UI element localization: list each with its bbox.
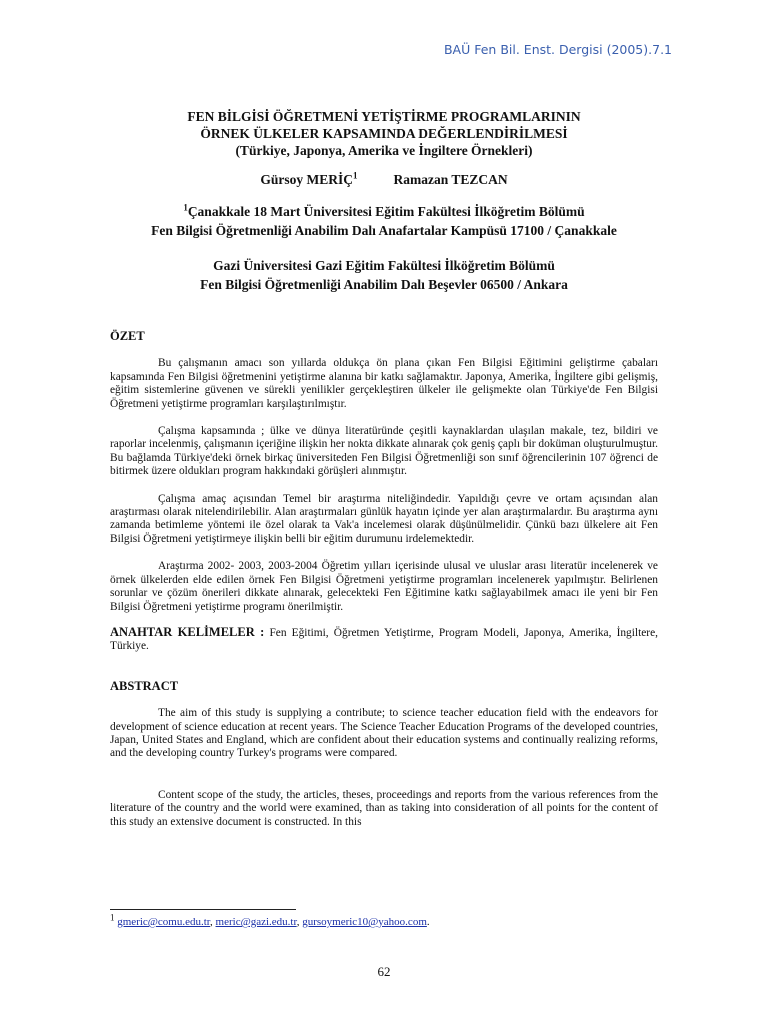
title-block	[0, 108, 768, 294]
affiliation-1-mark: 1	[183, 202, 188, 213]
affiliation-1-line-1: Çanakkale 18 Mart Üniversitesi Eğitim Fakültesi İlköğretim Bölümü	[187, 204, 585, 219]
affiliation-2	[0, 256, 768, 294]
footnote-mark: 1	[110, 912, 115, 923]
keywords	[110, 626, 658, 654]
email-link-2[interactable]: meric@gazi.edu.tr	[215, 916, 297, 928]
abstract-heading: ABSTRACT	[110, 678, 179, 693]
footnote: $^1$ gmeric@comu.edu.tr, meric@gazi.edu.tr, gursoymeric10@yahoo.com.	[110, 912, 430, 928]
journal-reference: BAÜ Fen Bil. Enst. Dergisi (2005).7.1	[443, 42, 672, 57]
affiliation-1	[0, 202, 768, 240]
author-1-footnote-mark: 1	[353, 170, 358, 181]
ozet-paragraph-2: Çalışma kapsamında ; ülke ve dünya literatüründe çeşitli kaynaklardan ulaşılan makale, tez, bildiri ve raporlar incelenmiş, çalışmanın içeriğine ilişkin her nokta dikkate alınarak çok geniş çaplı bir doküman oluşturulmuştur. Bu bağlamda Türkiye'deki örnek birkaç üniversiteden Fen Bilgisi Öğretmenliği son sınıf öğrencilerinin 107 öğrenci de bitirmek üzere oldukları program hakkındaki görüşleri alınmıştır.	[110, 425, 658, 478]
abstract-paragraph-1: The aim of this study is supplying a contribute; to science teacher education field with the endeavors for development of science education at recent years. The Science Teacher Education Programs of the developed countries, Japan, United States and England, which are confident about their education systems and continually realizing reforms, and the developing country Turkey's programs were compared.	[110, 707, 658, 760]
email-link-1[interactable]: gmeric@comu.edu.tr	[117, 916, 211, 928]
ozet-paragraph-3: Çalışma amaç açısından Temel bir araştırma niteliğindedir. Yapıldığı çevre ve ortam açısından alan araştırması olarak nitelendirilebilir. Alan araştırmaları günlük hayatın içinde yer alan araştırmalardır. Bu araştırma aynı zamanda betimleme yöntemi ile özel olarak ta Vak'a incelemesi olarak düşünülmelidir. Çünkü bazı ülkelere ait Fen Bilgisi Öğretmeni yetiştirmeye ilişkin belli bir eğitim durumunu irdelemektedir.	[110, 492, 658, 545]
title-line-2: ÖRNEK ÜLKELER KAPSAMINDA DEĞERLENDİRİLMESİ	[200, 126, 568, 141]
keywords-text: Fen Eğitimi, Öğretmen Yetiştirme, Program Modeli, Japonya, Amerika, İngiltere, Türkiye.	[110, 626, 659, 653]
footnote-divider	[110, 909, 296, 910]
ozet-paragraph-1: Bu çalışmanın amacı son yıllarda oldukça ön plana çıkan Fen Bilgisi Eğitimini geliştirme çabaları kapsamında Fen Bilgisi öğretmenini yetiştirme alanına bir katkı sağlamaktır. Japonya, Amerika, İngiltere gibi gelişmiş, eğitim sistemlerine güvenen ve sürekli yenilikler gerçekleştiren ülkeler ile gelişmekte olan Türkiye'de Fen Bilgisi Öğretmeni yetiştirme programları karşılaştırılmıştır.	[110, 357, 658, 410]
keywords-label: ANAHTAR KELİMELER :	[110, 624, 265, 639]
ozet-paragraph-4: Araştırma 2002- 2003, 2003-2004 Öğretim yılları içerisinde ulusal ve uluslar arası literatür incelenerek ve örnek ülkelerden elde edilen örnek Fen Bilgisi Öğretmeni yetiştirme programları incelenerek yapılmıştır. Belirlenen sorunlar ve çözüm önerileri dikkate alınarak, gelecekteki Fen Eğitimine katkı sağlayabilmek amacı ile yeni bir Fen Bilgisi Öğretmeni yetiştirme programı önerilmiştir.	[110, 560, 658, 613]
affiliation-1-line-2: Fen Bilgisi Öğretmenliği Anabilim Dalı Anafartalar Kampüsü 17100 / Çanakkale	[151, 223, 617, 238]
author-2: Ramazan TEZCAN	[393, 172, 508, 187]
email-link-3[interactable]: gursoymeric10@yahoo.com	[302, 916, 427, 928]
abstract-paragraph-2: Content scope of the study, the articles, theses, proceedings and reports from the various references from the literature of the country and the world were examined, than as taking into consideration of all points for the content of this study an extensive document is constructed. In this	[110, 788, 658, 828]
paper-title	[0, 108, 768, 159]
author-1: Gürsoy MERİÇ	[260, 172, 353, 187]
page-number: 62	[377, 964, 391, 979]
ozet-heading: ÖZET	[110, 329, 145, 343]
affiliation-2-line-2: Fen Bilgisi Öğretmenliği Anabilim Dalı Beşevler 06500 / Ankara	[200, 277, 568, 292]
affiliation-2-line-1: Gazi Üniversitesi Gazi Eğitim Fakültesi İlköğretim Bölümü	[213, 258, 555, 273]
title-line-1: FEN BİLGİSİ ÖĞRETMENİ YETİŞTİRME PROGRAMLARININ	[187, 109, 581, 124]
authors	[0, 172, 768, 188]
main-content	[110, 330, 658, 829]
title-line-3: (Türkiye, Japonya, Amerika ve İngiltere Örnekleri)	[235, 143, 533, 158]
